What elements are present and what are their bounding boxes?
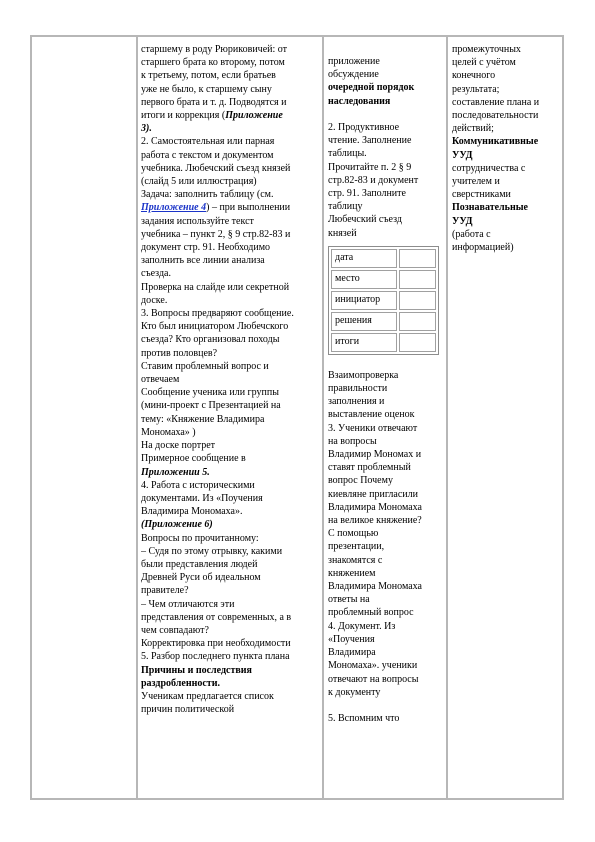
text-line: первого брата и т. д. Подводятся и [141,96,287,108]
text-line: 3. Вопросы предваряют сообщение. [141,308,294,320]
text-line: задания используйте текст [141,215,254,227]
table-cell-label: итоги [331,333,397,352]
text-line: 5. Разбор последнего пункта плана [141,651,290,663]
table-cell-label: дата [331,249,397,268]
text-line: заполнить все линии анализа [141,255,265,267]
text-line: стр.82-83 и документ [328,174,419,186]
text-line: Задача: заполнить таблицу (см. [141,189,274,201]
table-row [331,333,436,352]
text-line: На доске портрет [141,440,216,452]
table-cell-empty[interactable] [399,291,436,310]
text-line: таблицу [328,201,363,213]
text-line: промежуточных [452,44,521,55]
text-line: Проверка на слайде или секретной [141,281,290,293]
column-divider [136,37,138,798]
text-line: съезда. [141,268,171,280]
appendix-reference: (Приложение 6) [141,519,213,531]
text-line: стр. 91. Заполните [328,188,406,200]
table-row [331,270,436,289]
text-line: – Судя по этому отрывку, какими [141,545,283,557]
text-line: 4. Документ. Из [328,620,396,632]
text-line: 3. Ученики отвечают [328,422,418,434]
text-line: 5. Вспомним что [328,713,400,725]
text-line: киевляне пригласили [328,488,418,500]
text-line: были представления людей [141,558,258,570]
text-span: ) – при выполнении [206,202,291,214]
text-line: Взаимопроверка [328,369,399,381]
text-line: (слайд 5 или иллюстрация) [141,176,257,188]
table-cell-label: решения [331,312,397,331]
teacher-activity-cell [141,43,323,798]
text-line [141,122,323,135]
appendix-reference: Приложении 5. [141,466,210,478]
lyubech-congress-table [328,246,439,355]
text-line: (мини-проект с Презентацией на [141,400,281,412]
text-line: ставят проблемный [328,462,411,474]
text-line: составление плана и [452,96,540,108]
text-line: старшего брата ко второму, потом [141,57,285,69]
section-heading: Причины и последствия [141,664,252,676]
table-row [331,291,436,310]
text-line [141,109,323,122]
text-line: Прочитайте п. 2 § 9 [328,161,412,173]
section-heading: УУД [452,215,473,227]
text-line: доске. [141,294,168,306]
text-line: (работа с [452,228,491,240]
text-line: Примерное сообщение в [141,453,246,465]
text-line: обсуждение [328,69,379,81]
lesson-table [30,35,564,800]
text-line: к третьему, потом, если братьев [141,70,276,82]
text-line: презентации, [328,541,385,553]
text-line [141,201,323,214]
text-line: старшему в роду Рюриковичей: от [141,44,288,55]
text-line: Корректировка при необходимости [141,638,291,650]
text-line: таблицы. [328,148,367,160]
text-line: 2. Продуктивное [328,122,400,133]
text-line: Владимира [328,647,376,659]
text-line: Ученикам предлагается список [141,690,274,702]
table-cell-empty[interactable] [399,249,436,268]
table-cell-empty[interactable] [399,270,436,289]
text-line: вопрос Почему [328,475,393,487]
text-line: правителе? [141,585,189,597]
text-span: итоги и коррекция ( [141,110,226,122]
text-line: учебника – пункт 2, § 9 стр.82-83 и [141,228,291,240]
table-row [331,249,436,268]
text-line: отвечают на вопросы [328,673,419,685]
text-line: Ставим проблемный вопрос и [141,360,269,372]
text-line: Древней Руси об идеальном [141,572,261,584]
text-line: чем совпадают? [141,624,209,636]
table-cell-label: место [331,270,397,289]
text-line: работа с текстом и документом [141,149,274,161]
text-line: Владимира Мономаха [328,501,422,513]
text-line: съезда? Кто организовал походы [141,334,280,346]
text-line: сверстниками [452,189,511,201]
text-line: – Чем отличаются эти [141,598,235,610]
text-line: учебника. Любечский съезд князей [141,162,291,174]
text-line: уже не было, к старшему сыну [141,83,272,95]
text-line: представления от современных, а в [141,611,292,623]
text-line: причин политической [141,704,235,716]
text-line: Кто был инициатором Любечского [141,321,289,333]
text-line: приложение [328,56,380,67]
text-line: действий; [452,123,494,135]
column-divider [446,37,448,798]
text-line: Мономаха» ) [141,426,196,438]
text-line: Владимира Мономаха». [141,506,243,518]
text-line: выставление оценок [328,409,415,421]
text-line: Вопросы по прочитанному: [141,532,259,544]
text-line: на вопросы [328,435,377,447]
table-cell-empty[interactable] [399,312,436,331]
text-line: князей [328,227,357,239]
table-cell-label: инициатор [331,291,397,310]
text-line: сотрудничества с [452,162,526,174]
text-line: чтение. Заполнение [328,135,412,147]
text-line: учителем и [452,176,500,188]
text-line: тему: «Княжение Владимира [141,413,265,425]
text-line: заполнения и [328,396,385,408]
table-cell-empty[interactable] [399,333,436,352]
section-heading: Коммуникативные [452,136,539,148]
text-line: Любечский съезд [328,214,402,226]
learning-outcomes-cell [452,43,562,798]
text-line: 4. Работа с историческими [141,479,255,491]
text-line: Владимира Мономаха [328,581,422,593]
text-line: проблемный вопрос [328,607,414,619]
text-line: Мономаха». ученики [328,660,418,672]
text-line: 2. Самостоятельная или парная [141,136,275,148]
text-line: наследования [328,95,391,107]
appendix-reference: Приложение [225,110,283,122]
student-activity-cell [328,43,446,798]
appendix-4-link[interactable]: Приложение 4 [141,202,207,214]
table-row [331,312,436,331]
text-line: на великое княжение? [328,515,422,527]
text-line: документ стр. 91. Необходимо [141,242,271,254]
text-line: С помощью [328,528,379,540]
text-line: «Поучения [328,633,375,645]
text-line: конечного [452,70,496,82]
text-line: к документу [328,686,381,698]
text-line: последовательности [452,110,539,122]
text-line: знакомятся с [328,554,383,566]
appendix-reference: 3). [141,123,152,135]
text-line: ответы на [328,594,370,606]
text-line: княжением [328,567,376,579]
text-line: Владимир Мономах и [328,449,422,461]
section-heading: Познавательные [452,202,528,214]
section-heading: УУД [452,149,473,161]
text-line: отвечаем [141,374,180,386]
section-heading: раздробленности. [141,677,220,689]
text-line: Сообщение ученика или группы [141,387,279,399]
text-line: целей с учётом [452,57,516,69]
text-line: информацией) [452,242,514,254]
text-line: документами. Из «Поучения [141,492,263,504]
text-line: результата; [452,83,500,95]
text-line: против половцев? [141,347,218,359]
text-line: очередной порядок [328,82,415,94]
text-line: правильности [328,383,388,395]
